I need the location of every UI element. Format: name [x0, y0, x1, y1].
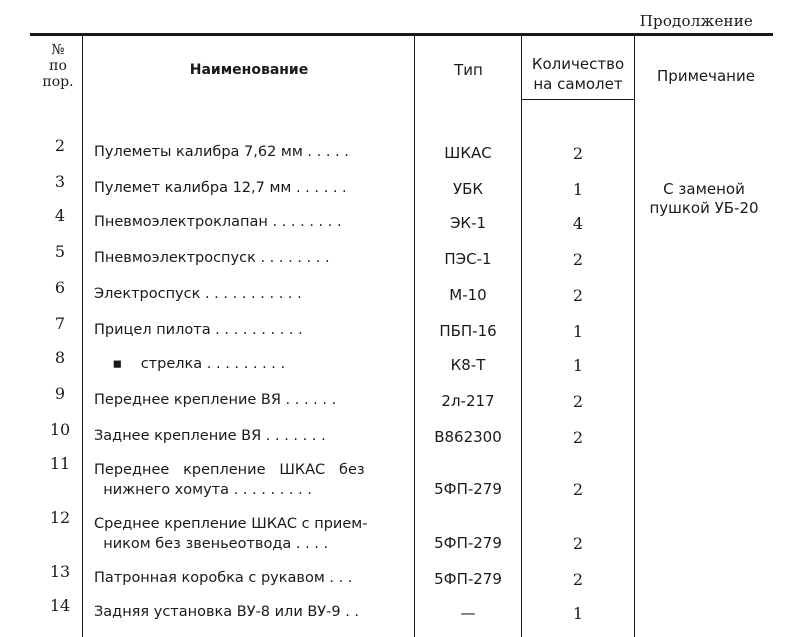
- table-row: [0, 314, 797, 350]
- table-row: [0, 136, 797, 172]
- row-name: Патронная коробка с рукавом . . .: [94, 570, 353, 586]
- row-quantity: 1: [572, 322, 584, 341]
- row-quantity: 1: [572, 356, 584, 375]
- header-qty: [522, 54, 634, 94]
- row-type: 2л-217: [441, 392, 495, 410]
- row-type: 5ФП-279: [434, 570, 502, 588]
- row-number: 12: [49, 508, 71, 527]
- row-type: ШКАС: [444, 144, 492, 162]
- row-type: ПЭС-1: [444, 250, 492, 268]
- row-number: 7: [54, 314, 66, 333]
- table-row: [0, 454, 797, 499]
- table-row: [0, 242, 797, 278]
- header-qty-line2: на самолет: [533, 75, 623, 93]
- row-name: Пулеметы калибра 7,62 мм . . . . .: [94, 144, 349, 160]
- row-number: 4: [54, 206, 66, 225]
- row-name: ▪ стрелка . . . . . . . . .: [94, 356, 286, 372]
- row-quantity: 4: [572, 214, 584, 233]
- row-type: ПБП-16: [439, 322, 497, 340]
- row-quantity: 1: [572, 604, 584, 623]
- row-quantity: 2: [572, 286, 584, 305]
- row-type: В862300: [434, 428, 502, 446]
- row-name: Переднее крепление ШКАС без нижнего хомута . . . . . . . . .: [94, 462, 365, 498]
- row-quantity: 2: [572, 250, 584, 269]
- row-type: 5ФП-279: [434, 534, 502, 552]
- row-type: —: [460, 604, 476, 622]
- row-number: 13: [49, 562, 71, 581]
- header-num-line2: по: [49, 58, 67, 74]
- row-name: Пулемет калибра 12,7 мм . . . . . .: [94, 180, 347, 196]
- row-name: Прицел пилота . . . . . . . . . .: [94, 322, 303, 338]
- row-quantity: 2: [572, 144, 584, 163]
- table-row: [0, 278, 797, 314]
- table-row: [0, 384, 797, 420]
- row-type: М-10: [449, 286, 487, 304]
- row-number: 2: [54, 136, 66, 155]
- row-type: УБК: [452, 180, 484, 198]
- row-quantity: 2: [572, 570, 584, 589]
- table-row: [0, 172, 797, 208]
- row-name: Среднее крепление ШКАС с прием- ником без звеньеотвода . . . .: [94, 516, 368, 552]
- table-row: [0, 206, 797, 242]
- qty-header-underline: [522, 99, 634, 100]
- table-row: [0, 596, 797, 632]
- row-number: 11: [49, 454, 71, 473]
- row-number: 6: [54, 278, 66, 297]
- row-quantity: 2: [572, 534, 584, 553]
- table-row: [0, 508, 797, 553]
- row-number: 14: [49, 596, 71, 615]
- row-name: Пневмоэлектроспуск . . . . . . . .: [94, 250, 330, 266]
- table-row: [0, 420, 797, 456]
- row-type: ЭК-1: [449, 214, 487, 232]
- row-number: 10: [49, 420, 71, 439]
- header-name: Наименование: [189, 62, 309, 78]
- header-num-line3: пор.: [42, 74, 74, 90]
- row-type: К8-Т: [450, 356, 486, 374]
- row-type: 5ФП-279: [434, 480, 502, 498]
- row-number: 8: [54, 348, 66, 367]
- header-note: Примечание: [657, 67, 755, 85]
- row-name: Пневмоэлектроклапан . . . . . . . .: [94, 214, 342, 230]
- table-row: [0, 562, 797, 598]
- continuation-label: Продолжение: [639, 12, 753, 30]
- row-name: Переднее крепление ВЯ . . . . . .: [94, 392, 337, 408]
- header-num: [36, 42, 80, 90]
- header-qty-line1: Количество: [531, 55, 625, 73]
- row-number: 9: [54, 384, 66, 403]
- header-top-rule: [30, 33, 773, 36]
- row-name: Электроспуск . . . . . . . . . . .: [94, 286, 302, 302]
- note-line2: пушкой УБ-20: [649, 199, 759, 217]
- row-number: 5: [54, 242, 66, 261]
- table-row: [0, 348, 797, 384]
- row-name: Задняя установка ВУ-8 или ВУ-9 . .: [94, 604, 360, 620]
- header-type: Тип: [454, 61, 483, 79]
- row-quantity: 2: [572, 392, 584, 411]
- row-quantity: 1: [572, 180, 584, 199]
- row-quantity: 2: [572, 480, 584, 499]
- row-number: 3: [54, 172, 66, 191]
- note-line1: С заменой: [663, 180, 745, 198]
- row-quantity: 2: [572, 428, 584, 447]
- header-num-line1: №: [51, 42, 65, 58]
- row-name: Заднее крепление ВЯ . . . . . . .: [94, 428, 326, 444]
